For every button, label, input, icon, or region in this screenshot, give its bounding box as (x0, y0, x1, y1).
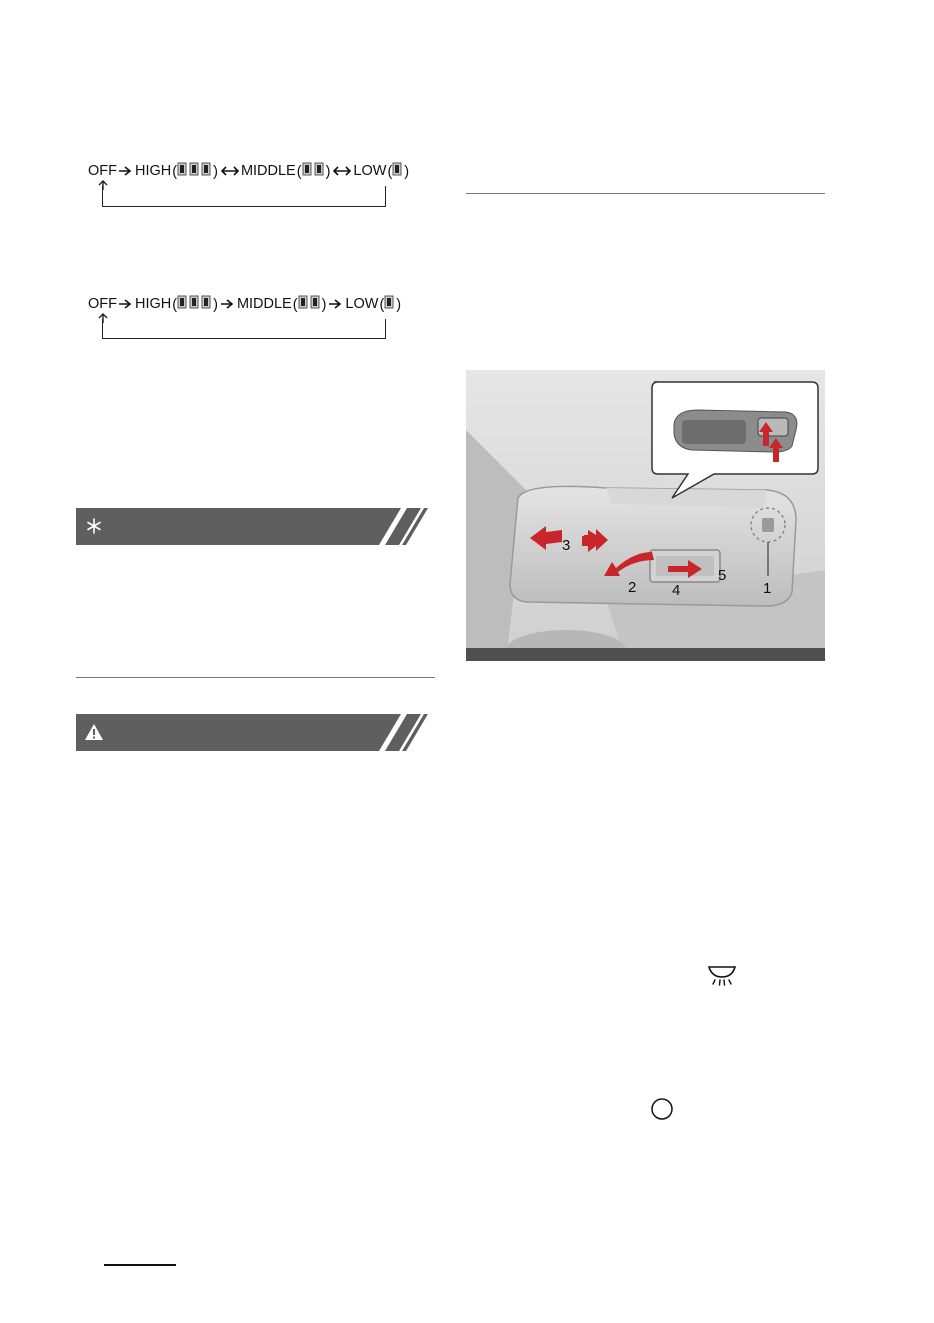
callout-3: 3 (562, 537, 571, 554)
arrow-up-icon (97, 313, 109, 323)
warning-banner (76, 714, 435, 751)
seq1-low-levels: ( ) (387, 164, 410, 180)
seq1-high: HIGH (135, 163, 172, 179)
seq2-return-line (102, 319, 386, 339)
sun-visor-figure (466, 370, 825, 661)
seq2-middle: MIDDLE (236, 296, 292, 312)
seq2-low: LOW (345, 296, 379, 312)
callout-4: 4 (672, 582, 681, 599)
heat-level-3-icon (177, 162, 213, 176)
arrow-right-icon (329, 299, 343, 309)
notice-banner (76, 508, 435, 545)
circle-icon (650, 1097, 674, 1121)
section-divider-right (466, 193, 825, 194)
callout-2: 2 (628, 579, 637, 596)
section-divider-left (76, 677, 435, 678)
seq1-middle-levels: ( ) (296, 164, 331, 180)
heat-sequence-2 (88, 295, 402, 313)
figure-caption-bar (466, 648, 825, 661)
warning-triangle-icon (80, 718, 108, 746)
banner-stripes (365, 714, 435, 751)
seq1-off: OFF (88, 163, 117, 179)
heat-sequence-1 (88, 162, 410, 180)
sun-visor-illustration (466, 370, 825, 661)
seq1-high-levels: ( ) (172, 164, 218, 180)
callout-5: 5 (718, 567, 727, 584)
arrow-right-icon (119, 299, 133, 309)
seq2-middle-levels: ( ) (292, 297, 327, 313)
seq1-low: LOW (353, 163, 387, 179)
arrow-up-icon (97, 180, 109, 190)
seq2-off: OFF (88, 296, 117, 312)
seq1-return-line (102, 186, 386, 207)
seq1-middle: MIDDLE (240, 163, 296, 179)
heat-level-1-icon (392, 162, 404, 176)
asterisk-icon (80, 512, 108, 540)
arrow-right-icon (119, 166, 133, 176)
dome-lamp-icon (706, 965, 738, 987)
page-footer-line (104, 1264, 176, 1266)
seq2-low-levels: ( ) (379, 297, 402, 313)
arrow-right-icon (221, 299, 235, 309)
seq2-high-levels: ( ) (172, 297, 218, 313)
heat-level-2-icon (302, 162, 326, 176)
callout-1: 1 (763, 580, 772, 597)
seq2-high: HIGH (135, 296, 172, 312)
arrow-bidirectional-icon (333, 166, 351, 176)
heat-level-3-icon (177, 295, 213, 309)
heat-level-1-icon (384, 295, 396, 309)
banner-stripes (365, 508, 435, 545)
arrow-bidirectional-icon (221, 166, 239, 176)
heat-level-2-icon (298, 295, 322, 309)
